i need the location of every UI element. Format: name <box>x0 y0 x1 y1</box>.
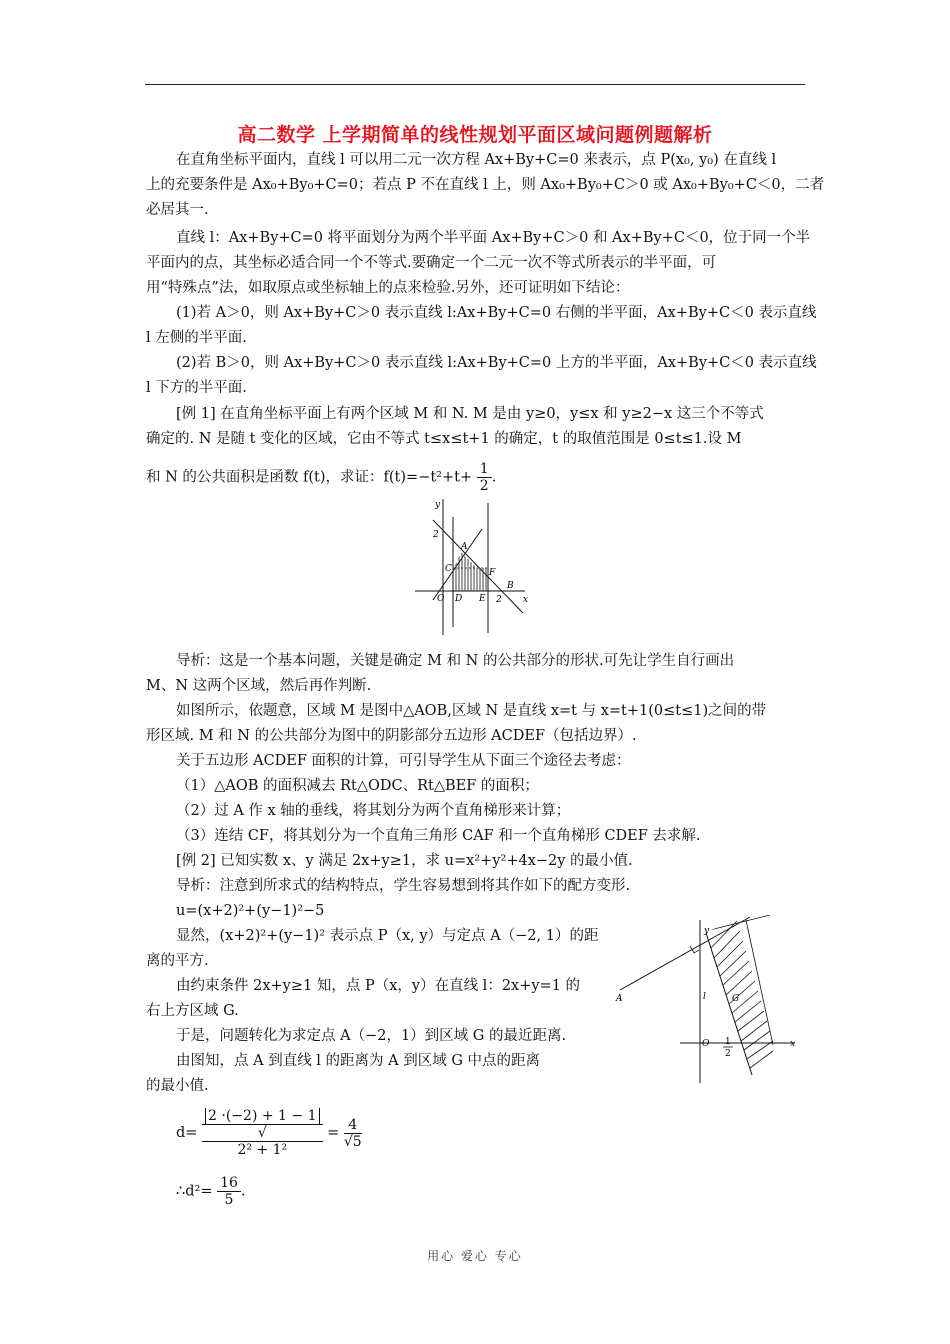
point-C-label: C <box>445 564 452 574</box>
text-line: 关于五边形 ACDEF 面积的计算，可引导学生从下面三个途径去考虑： <box>176 753 631 769</box>
y-tick-2: 2 <box>433 530 439 540</box>
y-axis-label: y <box>435 500 441 510</box>
formula2-num: 16 <box>217 1175 241 1192</box>
point-E-label: E <box>479 594 486 604</box>
point-F-label: F <box>489 568 496 578</box>
region-G-label: G <box>732 994 740 1004</box>
text-line: 显然，(x+2)²+(y−1)² 表示点 P（x, y）与定点 A（−2, 1）的距 <box>176 928 599 944</box>
line-y-eq-x <box>433 529 482 600</box>
text-line: 直线 l：Ax+By+C=0 将平面划分为两个半平面 Ax+By+C＞0 和 Ax+By+C＜0，位于同一个半 <box>176 230 811 246</box>
formula2-lhs: ∴d²= <box>176 1183 213 1200</box>
text-line: l 下方的半平面. <box>146 380 247 396</box>
fraction-half <box>477 461 492 494</box>
x-axis-label: x <box>790 1039 796 1049</box>
text-line: 导析：注意到所求式的结构特点，学生容易想到将其作如下的配方变形. <box>176 878 631 894</box>
text-line: (1)若 A＞0，则 Ax+By+C＞0 表示直线 l:Ax+By+C=0 右侧的半平面，Ax+By+C＜0 表示直线 <box>176 305 817 321</box>
formula-result <box>344 1117 362 1150</box>
text-line: 平面内的点，其坐标必适合同一个不等式.要确定一个二元一次不等式所表示的半平面，可 <box>146 255 717 271</box>
x-axis-label: x <box>523 595 529 605</box>
text-line: [例 2] 已知实数 x、y 满足 2x+y≥1，求 u=x²+y²+4x−2y 的最小值. <box>176 853 633 869</box>
figure-example2 <box>610 915 810 1085</box>
text-line: 上的充要条件是 Ax₀+By₀+C=0；若点 P 不在直线 l 上，则 Ax₀+By₀+C＞0 或 Ax₀+By₀+C＜0，二者 <box>146 177 825 193</box>
text-line: 必居其一. <box>146 202 209 218</box>
text-line: 右上方区域 G. <box>146 1003 239 1019</box>
point-A-label: A <box>461 542 468 552</box>
formula-eq: = <box>327 1125 340 1141</box>
formula-lhs: d= <box>176 1125 198 1141</box>
text-line: 离的平方. <box>146 953 209 969</box>
point-D-label: D <box>455 594 463 604</box>
text-line: 的最小值. <box>146 1078 209 1094</box>
text-line: 用“特殊点”法，如取原点或坐标轴上的点来检验.另外，还可证明如下结论： <box>146 280 630 296</box>
hatch-lines <box>711 920 773 1068</box>
formula-result-num: 4 <box>344 1117 362 1134</box>
formula-root: 2² + 1² <box>202 1141 322 1158</box>
text-line: （2）过 A 作 x 轴的垂线，将其划分为两个直角梯形来计算； <box>176 803 571 819</box>
text-line: （1）△AOB 的面积减去 Rt△ODC、Rt△BEF 的面积； <box>176 778 539 794</box>
origin-label: O <box>702 1039 710 1049</box>
y-axis-label: y <box>704 926 710 936</box>
text-line: 在直角坐标平面内，直线 l 可以用二元一次方程 Ax+By+C=0 来表示，点 P(x₀, y₀) 在直线 l <box>176 152 777 168</box>
point-A-label: A <box>616 994 623 1004</box>
example1-tail: 和 N 的公共面积是函数 f(t)，求证：f(t)=−t²+t+ <box>146 469 473 486</box>
line-l-label: l <box>703 992 706 1002</box>
page-footer: 用心 爱心 专心 <box>427 1249 523 1263</box>
text-line: （3）连结 CF，将其划分为一个直角三角形 CAF 和一个直角梯形 CDEF 去求解. <box>176 828 701 844</box>
fraction-numerator: 1 <box>477 461 492 478</box>
formula-result-den: √5 <box>343 1133 362 1150</box>
x-tick-half-den: 2 <box>725 1049 731 1059</box>
text-line: l 左侧的半平面. <box>146 330 247 346</box>
formula-abs: 2 ·(−2) + 1 − 1 <box>205 1108 319 1124</box>
origin-label: O <box>437 594 445 604</box>
text-line: u=(x+2)²+(y−1)²−5 <box>176 903 325 919</box>
formula2-tail: . <box>240 1183 246 1200</box>
text-line: 确定的. N 是随 t 变化的区域，它由不等式 t≤x≤t+1 的确定，t 的取值范围是 0≤t≤1.设 M <box>146 431 742 447</box>
text-line: 由图知，点 A 到直线 l 的距离为 A 到区域 G 中点的距离 <box>176 1053 541 1069</box>
text-line: 由约束条件 2x+y≥1 知，点 P（x，y）在直线 l：2x+y=1 的 <box>176 978 581 994</box>
formula-numerator <box>202 1108 322 1125</box>
fraction-tail: . <box>491 469 497 486</box>
formula2-fraction <box>217 1175 241 1208</box>
distance-formula <box>176 1108 362 1158</box>
header-rule <box>145 84 805 85</box>
text-line: 导析：这是一个基本问题，关键是确定 M 和 N 的公共部分的形状.可先让学生自行画出 <box>176 653 735 669</box>
formula2-den: 5 <box>224 1192 234 1208</box>
point-B-label: B <box>507 581 514 591</box>
text-line: [例 1] 在直角坐标平面上有两个区域 M 和 N. M 是由 y≥0，y≤x 和 y≥2−x 这三个不等式 <box>176 406 764 422</box>
fraction-denominator: 2 <box>479 478 489 494</box>
text-line: 于是，问题转化为求定点 A（−2，1）到区域 G 的最近距离. <box>176 1028 567 1044</box>
formula-denominator: √ 2² + 1² <box>202 1125 322 1158</box>
text-line: 形区域. M 和 N 的公共部分为图中的阴影部分五边形 ACDEF（包括边界）. <box>146 728 637 744</box>
distance-squared-formula <box>176 1175 246 1208</box>
formula-fraction <box>202 1108 322 1158</box>
figure-example1 <box>405 495 535 637</box>
text-line: 如图所示，依题意，区域 M 是图中△AOB,区域 N 是直线 x=t 与 x=t+1(0≤t≤1)之间的带 <box>176 703 767 719</box>
x-tick-2: 2 <box>496 595 502 605</box>
text-line: (2)若 B＞0，则 Ax+By+C＞0 表示直线 l:Ax+By+C=0 上方的半平面，Ax+By+C＜0 表示直线 <box>176 355 817 371</box>
x-tick-half-num: 1 <box>725 1037 731 1047</box>
text-line <box>146 461 496 494</box>
page-title: 高二数学 上学期简单的线性规划平面区域问题例题解析 <box>237 124 713 146</box>
text-line: M、N 这两个区域，然后再作判断. <box>146 678 372 694</box>
